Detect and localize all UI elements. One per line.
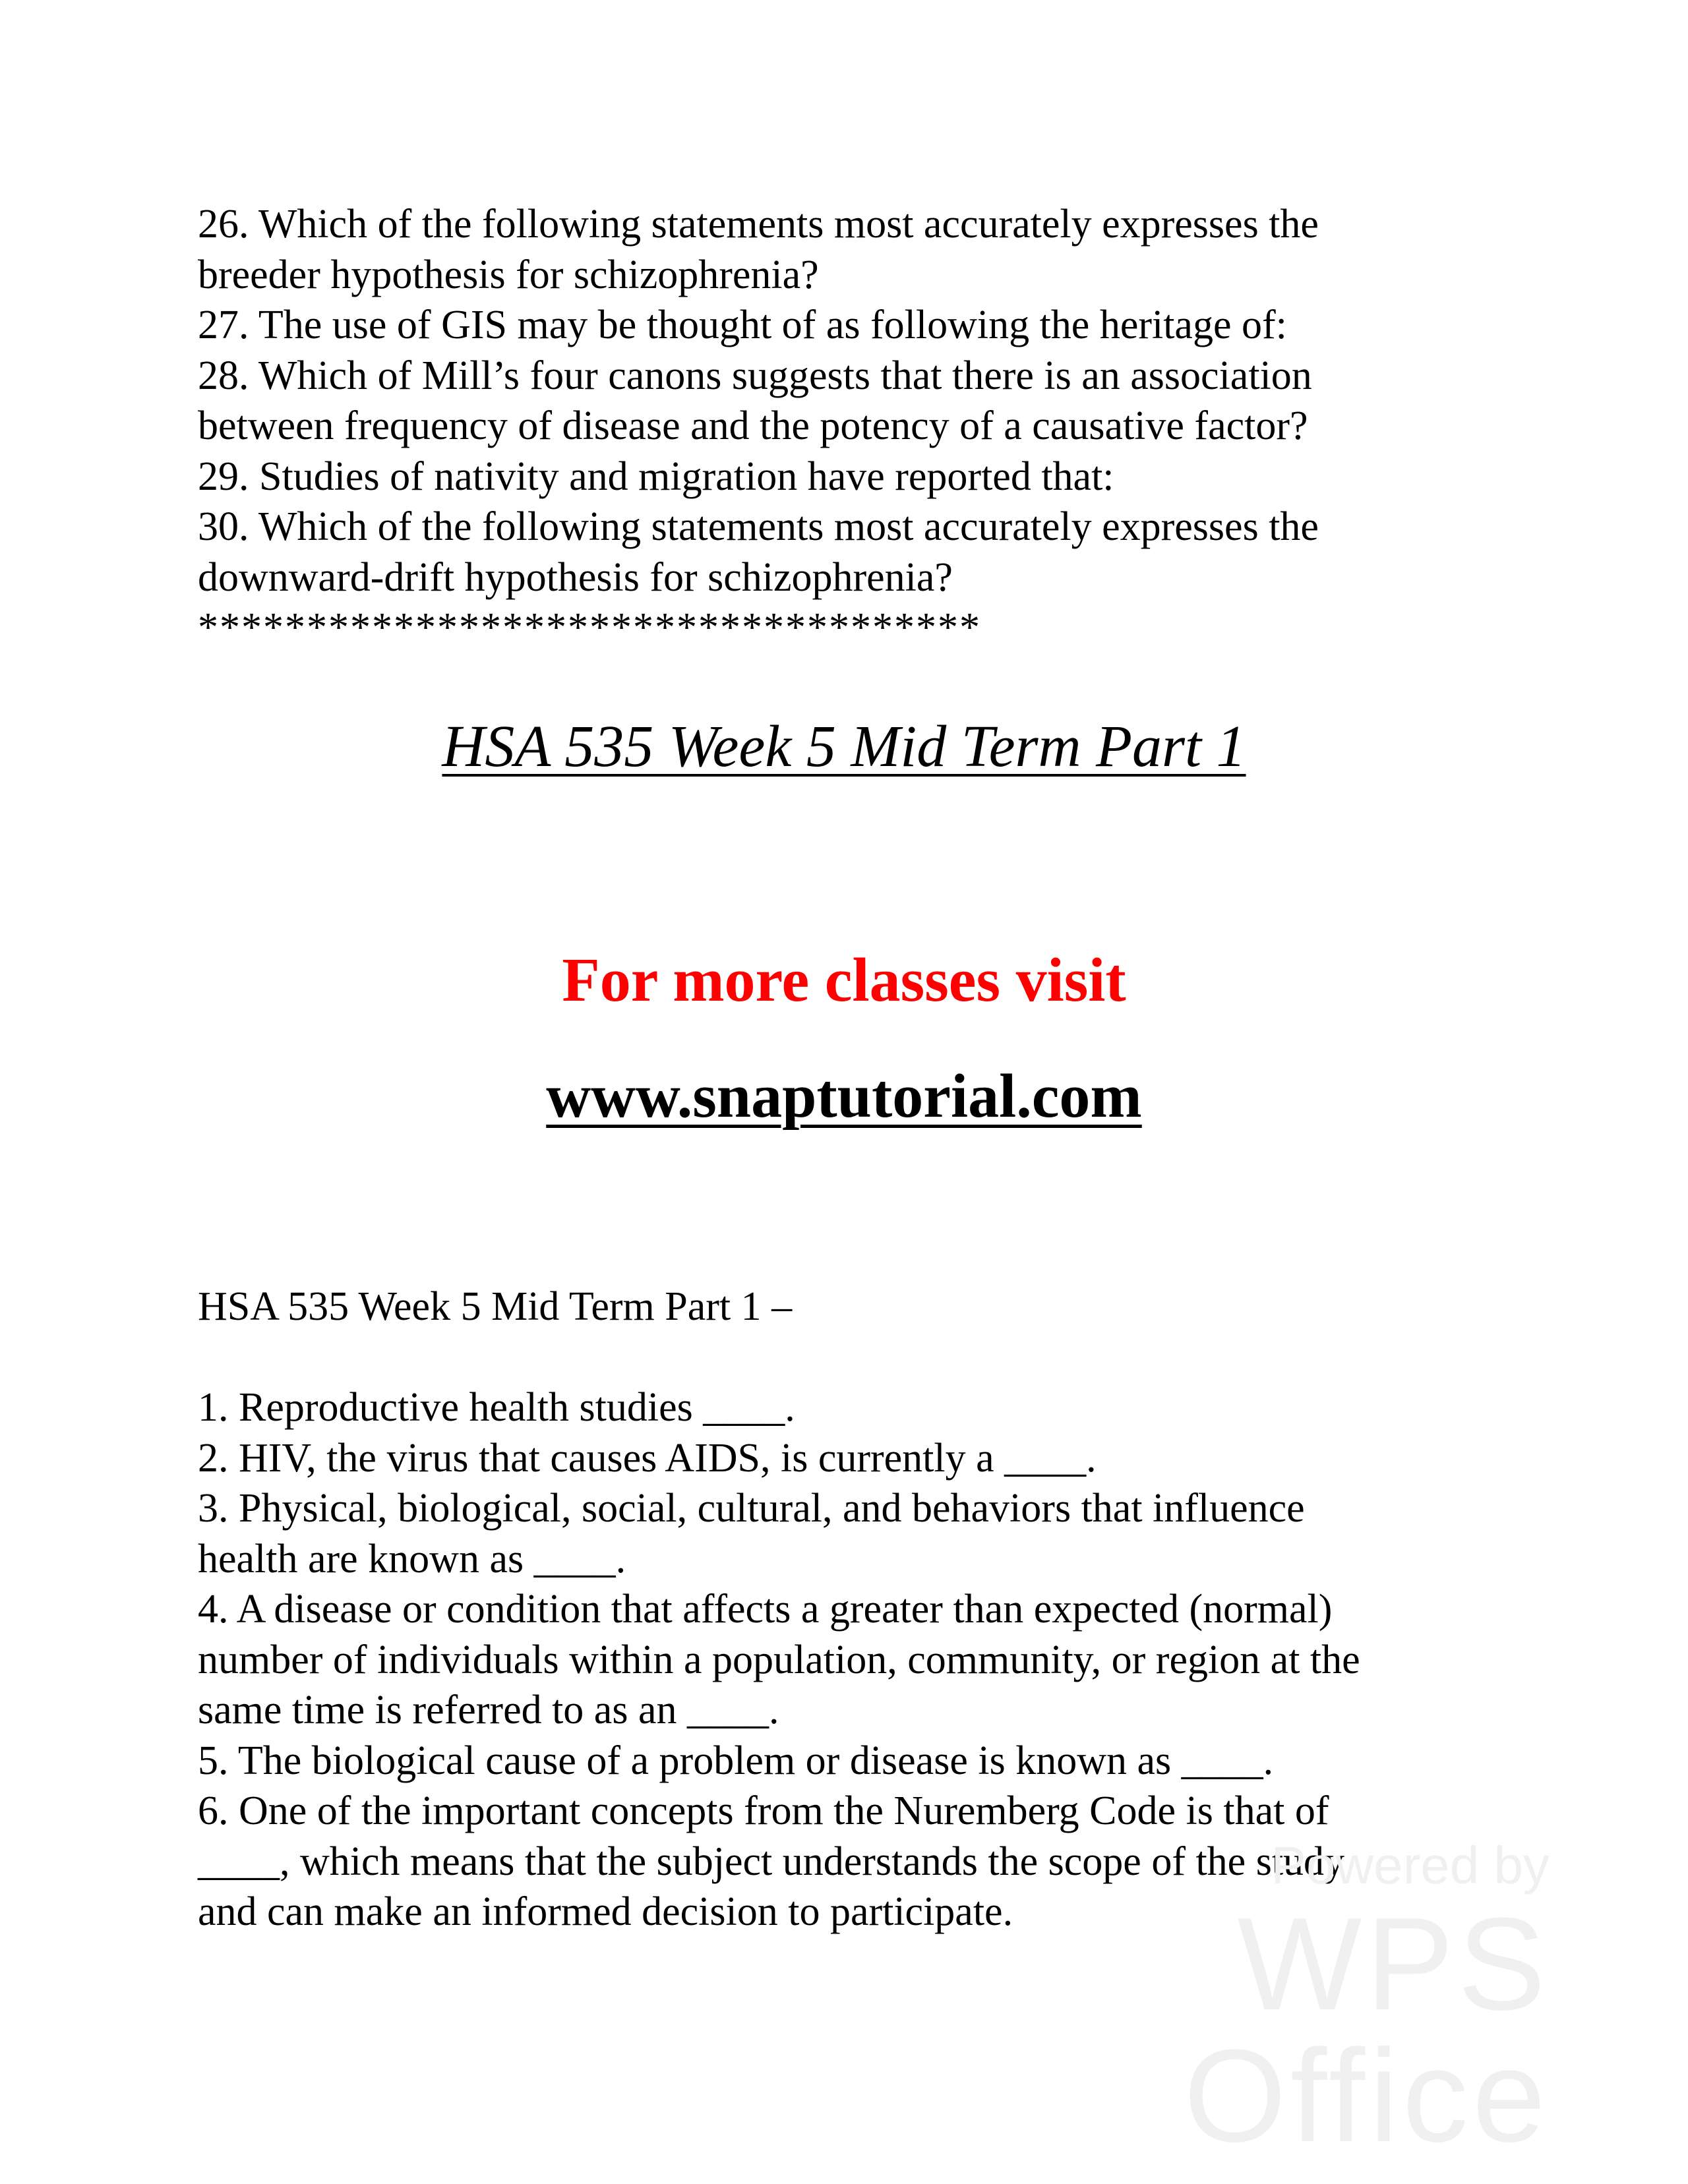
text-line: 6. One of the important concepts from the Nuremberg Code is that of xyxy=(198,1788,1329,1833)
text-line: 1. Reproductive health studies ____. xyxy=(198,1385,795,1430)
text-line: health are known as ____. xyxy=(198,1536,626,1581)
text-line: ____, which means that the subject understands the scope of the study xyxy=(198,1839,1345,1884)
watermark-line: Powered by xyxy=(1271,1836,1550,1895)
text-line: 3. Physical, biological, social, cultural, and behaviors that influence xyxy=(198,1486,1305,1531)
questions-block xyxy=(198,1382,1517,1937)
text-line: between frequency of disease and the potency of a causative factor? xyxy=(198,403,1308,448)
text-line: and can make an informed decision to participate. xyxy=(198,1889,1013,1934)
promo-text: For more classes visit xyxy=(562,946,1126,1015)
text-line: 30. Which of the following statements most accurately expresses the xyxy=(198,504,1319,549)
text-line: 26. Which of the following statements most accurately expresses the xyxy=(198,202,1319,247)
top-questions-block xyxy=(198,199,1517,653)
separator: ************************************ xyxy=(198,605,981,650)
text-line: 5. The biological cause of a problem or disease is known as ____. xyxy=(198,1738,1274,1783)
part-heading: HSA 535 Week 5 Mid Term Part 1 – xyxy=(198,1284,793,1329)
watermark-logo: WPS Office xyxy=(1184,1891,1550,2169)
text-line: 28. Which of Mill’s four canons suggests that there is an association xyxy=(198,353,1312,398)
text-line: same time is referred to as an ____. xyxy=(198,1688,779,1732)
text-line: breeder hypothesis for schizophrenia? xyxy=(198,252,819,297)
section-title: HSA 535 Week 5 Mid Term Part 1 xyxy=(442,714,1246,779)
text-line: 4. A disease or condition that affects a greater than expected (normal) xyxy=(198,1587,1333,1632)
text-line: downward-drift hypothesis for schizophrenia? xyxy=(198,554,953,600)
text-line: number of individuals within a population, community, or region at the xyxy=(198,1637,1360,1682)
text-line: 2. HIV, the virus that causes AIDS, is currently a ____. xyxy=(198,1435,1097,1481)
text-line: 27. The use of GIS may be thought of as following the heritage of: xyxy=(198,303,1287,347)
text-line: 29. Studies of nativity and migration have reported that: xyxy=(198,454,1114,499)
site-link[interactable]: www.snaptutorial.com xyxy=(546,1062,1142,1131)
